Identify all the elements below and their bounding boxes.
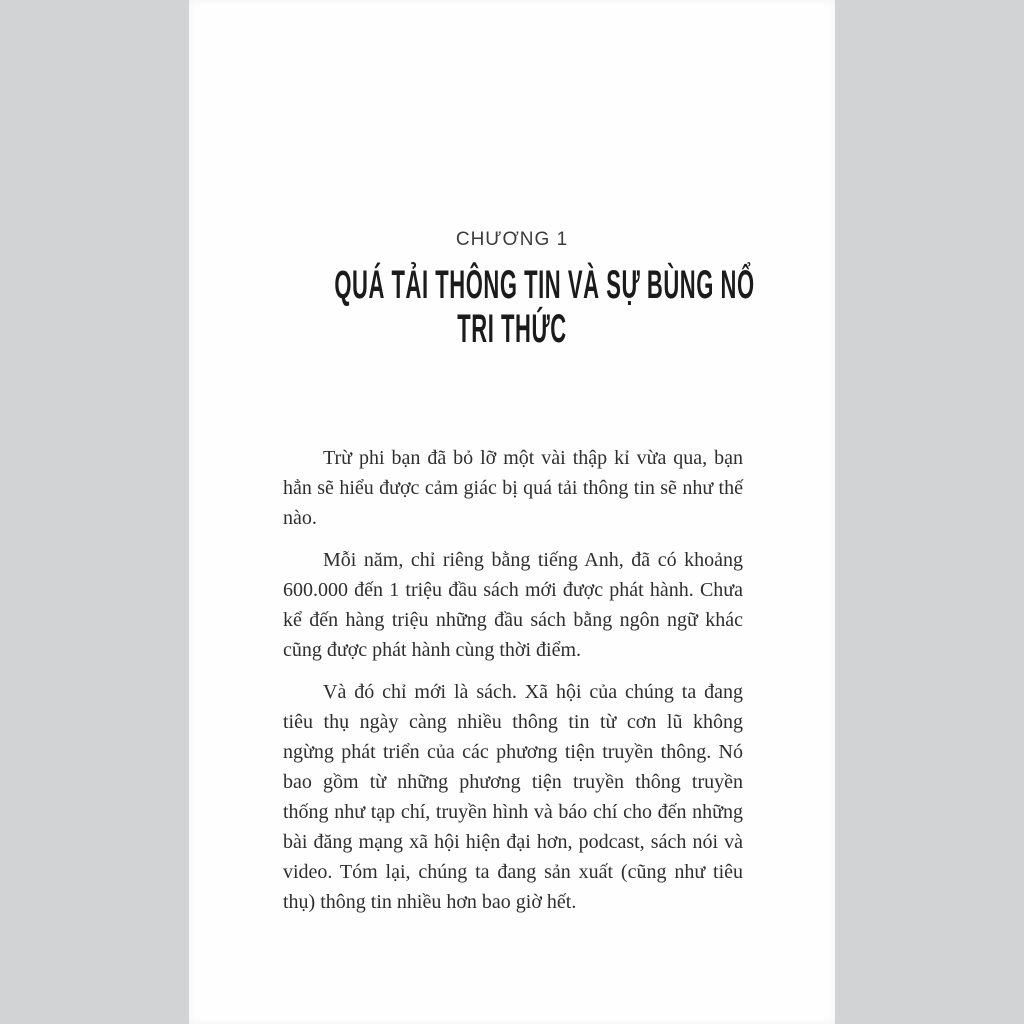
chapter-title-line-2: TRI THỨC	[457, 307, 567, 351]
chapter-label: CHƯƠNG 1	[455, 229, 569, 250]
chapter-title	[189, 263, 835, 351]
paragraph: Và đó chỉ mới là sách. Xã hội của chúng ta đang tiêu thụ ngày càng nhiều thông tin từ cơn lũ không ngừng phát triển của các phương tiện truyền thông. Nó bao gồm từ những phương tiện truyền thông truyền thống như tạp chí, truyền hình và báo chí cho đến những bài đăng mạng xã hội hiện đại hơn, podcast, sách nói và video. Tóm lại, chúng ta đang sản xuất (cũng như tiêu thụ) thông tin nhiều hơn bao giờ hết.	[283, 681, 743, 913]
book-page	[189, 0, 835, 1024]
body-text	[283, 443, 743, 917]
chapter-title-line-1: QUÁ TẢI THÔNG TIN VÀ SỰ BÙNG NỔ	[334, 263, 755, 307]
paragraph: Mỗi năm, chỉ riêng bằng tiếng Anh, đã có khoảng 600.000 đến 1 triệu đầu sách mới được phát hành. Chưa kể đến hàng triệu những đầu sách bằng ngôn ngữ khác cũng được phát hành cùng thời điểm.	[283, 549, 743, 661]
paragraph: Trừ phi bạn đã bỏ lỡ một vài thập kỉ vừa qua, bạn hẳn sẽ hiểu được cảm giác bị quá tải thông tin sẽ như thế nào.	[283, 447, 743, 529]
